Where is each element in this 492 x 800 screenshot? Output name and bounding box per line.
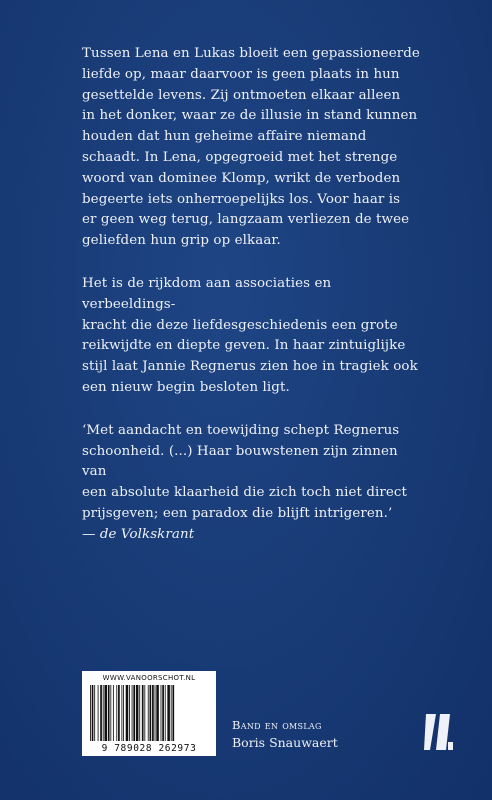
blurb-line: een nieuw begin besloten ligt. <box>82 379 290 395</box>
blurb-line: Het is de rijkdom aan associaties en verbeeldings- <box>82 275 332 312</box>
barcode <box>82 671 216 756</box>
barcode-bar <box>90 685 91 741</box>
barcode-bar <box>123 685 124 741</box>
blurb-line: gesettelde levens. Zij ontmoeten elkaar alleen <box>82 87 401 103</box>
credits-label: Band en omslag <box>232 718 322 732</box>
barcode-bar <box>121 685 122 741</box>
barcode-bar <box>150 685 152 741</box>
publisher-logo-icon <box>424 712 454 752</box>
cover-credits <box>232 716 338 752</box>
blurb-line: stijl laat Jannie Regnerus zien hoe in tragiek ook <box>82 359 418 375</box>
review-quote <box>82 421 422 546</box>
barcode-bar <box>104 685 107 741</box>
blurb-line: geliefden hun grip op elkaar. <box>82 233 281 249</box>
blurb-line: er geen weg terug, langzaam verliezen de twee <box>82 212 410 228</box>
barcode-bar <box>94 685 95 741</box>
barcode-bar <box>133 685 135 741</box>
publisher-url: WWW.VANOORSCHOT.NL <box>102 674 196 682</box>
blurb-line: begeerte iets onherroepelijks los. Voor haar is <box>82 191 401 207</box>
barcode-bar <box>132 685 133 741</box>
barcode-bar <box>165 685 166 741</box>
barcode-bar <box>167 685 170 741</box>
publisher-logo-icon <box>424 712 454 756</box>
quote-line: een absolute klaarheid die zich toch niet direct <box>82 485 408 501</box>
blurb-line: in het donker, waar ze de illusie in stand kunnen <box>82 108 418 124</box>
barcode-bar <box>100 685 102 741</box>
blurb-line: schaadt. In Lena, opgegroeid met het strenge <box>82 149 398 165</box>
barcode-bar <box>172 685 174 741</box>
barcode-bar <box>139 685 140 741</box>
blurb-line: reikwijdte en diepte geven. In haar zintuiglijke <box>82 338 406 354</box>
blurb-paragraph-1 <box>82 44 422 252</box>
barcode-bar <box>156 685 159 741</box>
barcode-bar <box>129 685 130 741</box>
quote-line: schoonheid. (...) Haar bouwstenen zijn zinnen van <box>82 443 398 480</box>
barcode-bar <box>171 685 172 741</box>
barcode-bar <box>152 685 154 741</box>
barcode-bar <box>92 685 94 741</box>
blurb-line: houden dat hun geheime affaire niemand <box>82 129 367 145</box>
barcode-bar <box>116 685 117 741</box>
barcode-bar <box>118 685 120 741</box>
barcode-bar <box>155 685 156 741</box>
barcode-bar <box>144 685 145 741</box>
barcode-bar <box>142 685 144 741</box>
barcode-bar <box>148 685 149 741</box>
quote-line: prijsgeven; een paradox die blijft intrigeren.’ <box>82 505 393 521</box>
barcode-bars <box>88 685 210 743</box>
blurb-paragraph-2 <box>82 274 422 399</box>
barcode-bar <box>126 685 129 741</box>
back-cover-blurb <box>82 44 422 546</box>
blurb-line: liefde op, maar daarvoor is geen plaats in hun <box>82 66 400 82</box>
barcode-bar <box>113 685 114 741</box>
blurb-line: kracht die deze liefdesgeschiedenis een grote <box>82 317 398 333</box>
quote-attribution: — de Volkskrant <box>82 526 195 542</box>
quote-line: ‘Met aandacht en toewijding schept Regnerus <box>82 422 400 438</box>
blurb-line: Tussen Lena en Lukas bloeit een gepassioneerde <box>82 46 420 61</box>
isbn-number: 9 789028 262973 <box>101 743 197 754</box>
blurb-line: woord van dominee Klomp, wrikt de verboden <box>82 170 401 186</box>
credits-name: Boris Snauwaert <box>232 735 338 750</box>
barcode-bar <box>110 685 111 741</box>
barcode-bar <box>162 685 164 741</box>
barcode-bar <box>98 685 99 741</box>
barcode-bar <box>108 685 110 741</box>
barcode-bar <box>103 685 104 741</box>
barcode-bar <box>161 685 162 741</box>
barcode-bar <box>136 685 139 741</box>
